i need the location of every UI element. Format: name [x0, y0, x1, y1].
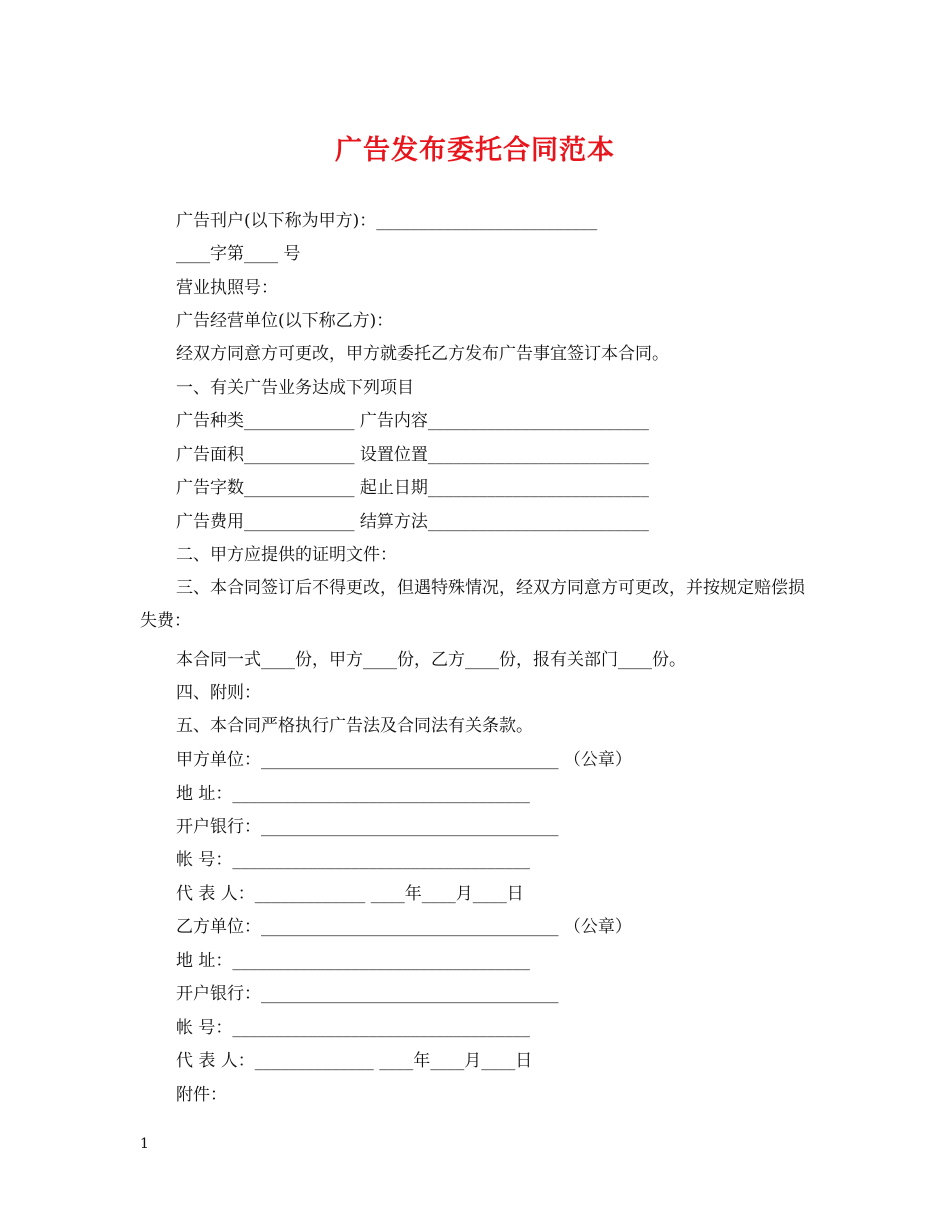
- party-b-account-line: 帐 号：___________________________________: [176, 1018, 530, 1038]
- agreement-intro-line: 经双方同意方可更改，甲方就委托乙方发布广告事宜签订本合同。: [176, 344, 669, 364]
- document-title: 广告发布委托合同范本: [335, 135, 615, 166]
- ad-fee-settlement-line: 广告费用_____________ 结算方法__________________________: [176, 512, 649, 532]
- section-four-heading: 四、附则：: [176, 683, 261, 703]
- party-a-representative-line: 代 表 人：_____________ ____年____月____日: [176, 884, 524, 904]
- party-a-bank-line: 开户银行：___________________________________: [176, 817, 559, 837]
- party-b-address-line: 地 址：___________________________________: [176, 951, 530, 971]
- party-b-agency-line: 广告经营单位(以下称乙方)：: [176, 311, 394, 331]
- ad-type-content-line: 广告种类_____________ 广告内容__________________________: [176, 411, 649, 431]
- party-b-representative-line: 代 表 人：______________ ____年____月____日: [176, 1051, 533, 1071]
- party-a-publisher-line: 广告刊户(以下称为甲方)：__________________________: [176, 211, 598, 231]
- ad-area-location-line: 广告面积_____________ 设置位置__________________________: [176, 445, 649, 465]
- section-five-line: 五、本合同严格执行广告法及合同法有关条款。: [176, 716, 533, 736]
- section-one-heading: 一、有关广告业务达成下列项目: [176, 378, 414, 398]
- business-license-line: 营业执照号：: [176, 278, 278, 298]
- license-number-line: ____字第____ 号: [176, 244, 301, 264]
- ad-words-dates-line: 广告字数_____________ 起止日期__________________________: [176, 478, 649, 498]
- party-a-address-line: 地 址：___________________________________: [176, 784, 530, 804]
- party-b-unit-line: 乙方单位：___________________________________ （公章）: [176, 917, 632, 937]
- party-b-bank-line: 开户银行：___________________________________: [176, 984, 559, 1004]
- attachment-line: 附件：: [176, 1085, 227, 1105]
- party-a-account-line: 帐 号：___________________________________: [176, 850, 530, 870]
- section-two-heading: 二、甲方应提供的证明文件：: [176, 545, 397, 565]
- copies-line: 本合同一式____份，甲方____份，乙方____份，报有关部门____份。: [176, 650, 686, 670]
- page-number: 1: [140, 1136, 149, 1152]
- section-three-paragraph: 三、本合同签订后不得更改，但遇特殊情况，经双方同意方可更改，并按规定赔偿损失费：: [140, 578, 805, 631]
- party-a-unit-line: 甲方单位：___________________________________ （公章）: [176, 750, 632, 770]
